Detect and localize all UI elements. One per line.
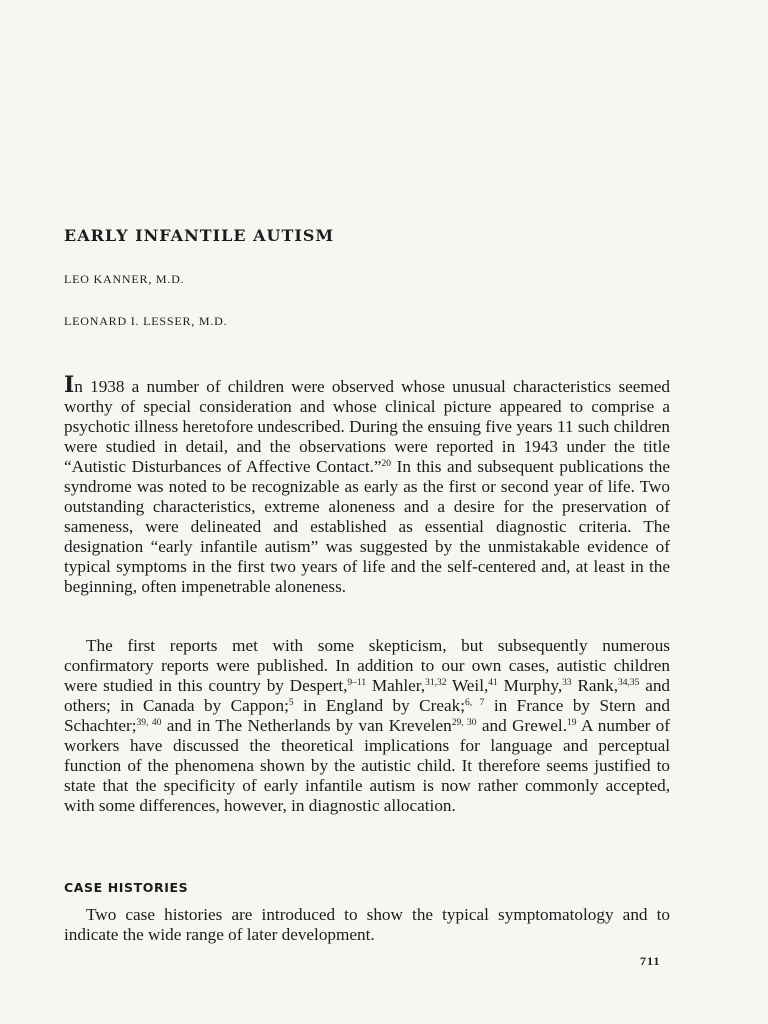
citation: 34,35 (618, 677, 640, 688)
intro-paragraph (64, 372, 670, 596)
paragraph-text: Mahler, (366, 675, 426, 695)
citation: 29, 30 (451, 717, 477, 728)
section-heading-case-histories: CASE HISTORIES (64, 880, 189, 895)
page-number: 711 (640, 954, 661, 968)
paragraph-text: n 1938 a number of children were observed whose unusual characteristics seemed worthy of special consideration and whose clinical picture appeared to comprise a psychotic illness heretofore undescribed. During the ensuing five years 11 such children were studied in detail, and the observations were reported in 1943 under the title “Autistic Disturbances of Affective Contact.” (64, 377, 670, 476)
citation: 39, 40 (136, 717, 162, 728)
drop-cap: I (64, 372, 75, 398)
citation: 9–11 (347, 677, 367, 688)
citation: 41 (488, 677, 498, 688)
paragraph-text: and in The Netherlands by van Krevelen (161, 715, 452, 735)
paragraph-text: Weil, (446, 675, 489, 695)
paragraph-text: In this and subsequent publications the syndrome was noted to be recognizable as early as the first or second year of life. Two outstanding characteristics, extreme aloneness and a desire for the preservation of sameness, were delineated and established as essential diagnostic criteria. The designation “early infantile autism” was suggested by the unmistakable evidence of typical symptoms in the first two years of life and the self-centered and, at least in the beginning, often impenetrable aloneness. (64, 456, 670, 596)
paragraph-text: Murphy, (497, 675, 563, 695)
paragraph-text: and others; in Canada by Cappon; (64, 675, 671, 715)
article-title: EARLY INFANTILE AUTISM (64, 226, 335, 245)
case-histories-paragraph: Two case histories are introduced to show the typical symptomatology and to indicate the wide range of later development. (64, 905, 670, 944)
citation: 31,32 (425, 677, 447, 688)
reports-paragraph (64, 636, 670, 816)
author-lesser: LEONARD I. LESSER, M.D. (64, 314, 228, 328)
paragraph-text: Rank, (571, 675, 619, 695)
paragraph-text: A number of workers have discussed the theoretical implications for language and perceptual function of the phenomena shown by the autistic child. It therefore seems justified to state that the specificity of early infantile autism is now rather commonly accepted, with some differences, however, in diagnostic allocation. (64, 715, 670, 815)
paragraph-text: in England by Creak; (293, 695, 465, 715)
citation: 6, 7 (465, 697, 485, 708)
paragraph-text: and Grewel. (476, 715, 568, 735)
author-kanner: LEO KANNER, M.D. (64, 272, 185, 286)
paragraph-text: in France by Stern and Schachter; (64, 695, 670, 735)
citation: 33 (562, 677, 572, 688)
paragraph-text: The first reports met with some skepticism, but subsequently numerous confirmatory reports were published. In addition to our own cases, autistic children were studied in this country by Despert, (64, 636, 670, 695)
citation: 19 (567, 717, 577, 728)
citation: 5 (288, 697, 294, 708)
citation: 20 (381, 458, 392, 469)
